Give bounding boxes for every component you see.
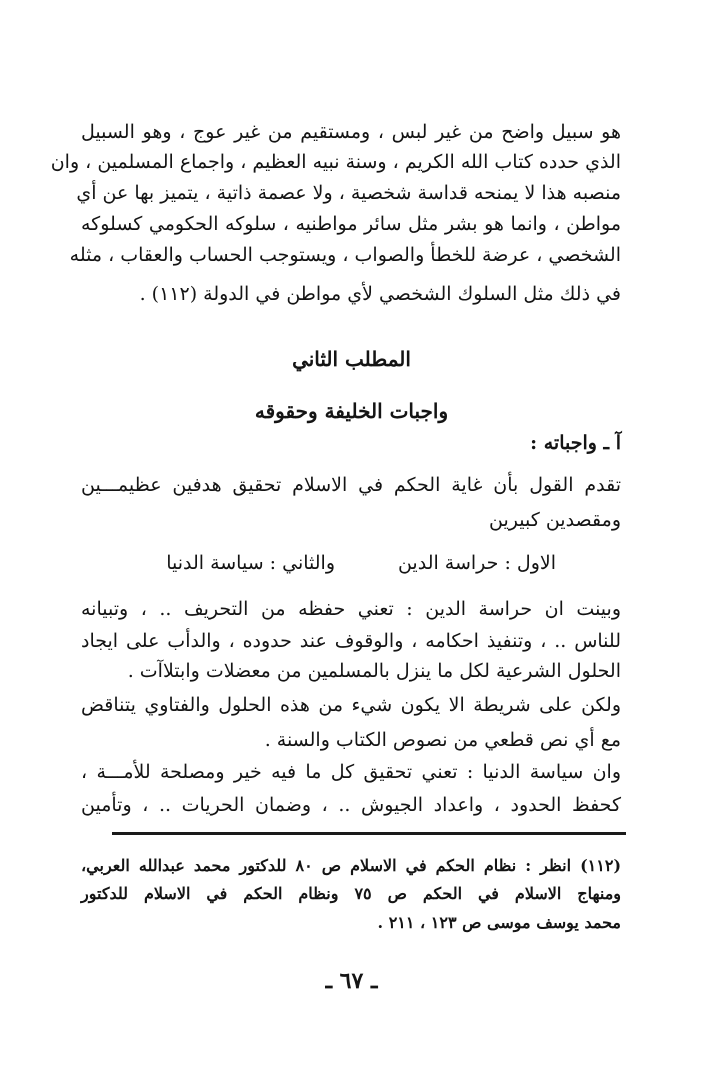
body-line-7: وبينت ان حراسة الدين : تعني حفظه من التحريف .. ، وتبيانه [81, 598, 621, 620]
body-line-1: هو سبيل واضح من غير لبس ، ومستقيم من غير عوج ، وهو السبيل [81, 121, 621, 143]
footnote-divider [112, 832, 626, 835]
footnote-line-2: ومنهاج الاسلام في الحكم ص ٧٥ ونظام الحكم في الاسلام للدكتور [81, 884, 621, 903]
body-line-11: مع أي نص قطعي من نصوص الكتاب والسنة . [264, 729, 621, 751]
body-line-8: للناس .. ، وتنفيذ احكامه ، والوقوف عند حدوده ، والدأب على ايجاد [81, 630, 621, 652]
body-line-9: الحلول الشرعية لكل ما ينزل بالمسلمين من معضلات وابتلاآت . [127, 660, 621, 682]
intro-line-2: ومقصدين كبيرين [489, 509, 621, 531]
body-line-4: مواطن ، وانما هو بشر مثل سائر مواطنيه ، سلوكه الحكومي كسلوكه [81, 213, 621, 235]
section-title: المطلب الثاني [292, 347, 411, 371]
body-line-3: منصبه هذا لا يمنحه قداسة شخصية ، ولا عصمة ذاتية ، يتميز بها عن أي [76, 182, 621, 204]
body-line-13: كحفظ الحدود ، واعداد الجيوش .. ، وضمان الحريات .. ، وتأمين [81, 794, 621, 816]
footnote-line-1: (١١٢) انظر : نظام الحكم في الاسلام ص ٨٠ للدكتور محمد عبدالله العربي، [81, 856, 622, 875]
section-subtitle: واجبات الخليفة وحقوقه [254, 399, 449, 423]
goal-second: والثاني : سياسة الدنيا [166, 552, 335, 574]
body-line-2: الذي حدده كتاب الله الكريم ، وسنة نبيه العظيم ، واجماع المسلمين ، وان [50, 151, 621, 173]
goal-first: الاول : حراسة الدين [397, 552, 556, 574]
page-number: ـ ٦٧ ـ [325, 968, 378, 994]
intro-line-1: تقدم القول بأن غاية الحكم في الاسلام تحقيق هدفين عظيمـــين [81, 474, 621, 496]
body-line-10: ولكن على شريطة الا يكون شيء من هذه الحلول والفتاوي يتناقض [81, 694, 621, 716]
body-line-5: الشخصي ، عرضة للخطأ والصواب ، ويستوجب الحساب والعقاب ، مثله [69, 244, 621, 266]
body-line-6: في ذلك مثل السلوك الشخصي لأي مواطن في الدولة (١١٢) . [139, 283, 621, 305]
body-line-12: وان سياسة الدنيا : تعني تحقيق كل ما فيه خير ومصلحة للأمـــة ، [81, 761, 621, 783]
subheading: آ ـ واجباته : [530, 432, 621, 454]
footnote-line-3: محمد يوسف موسى ص ١٢٣ ، ٢١١ . [377, 913, 621, 932]
